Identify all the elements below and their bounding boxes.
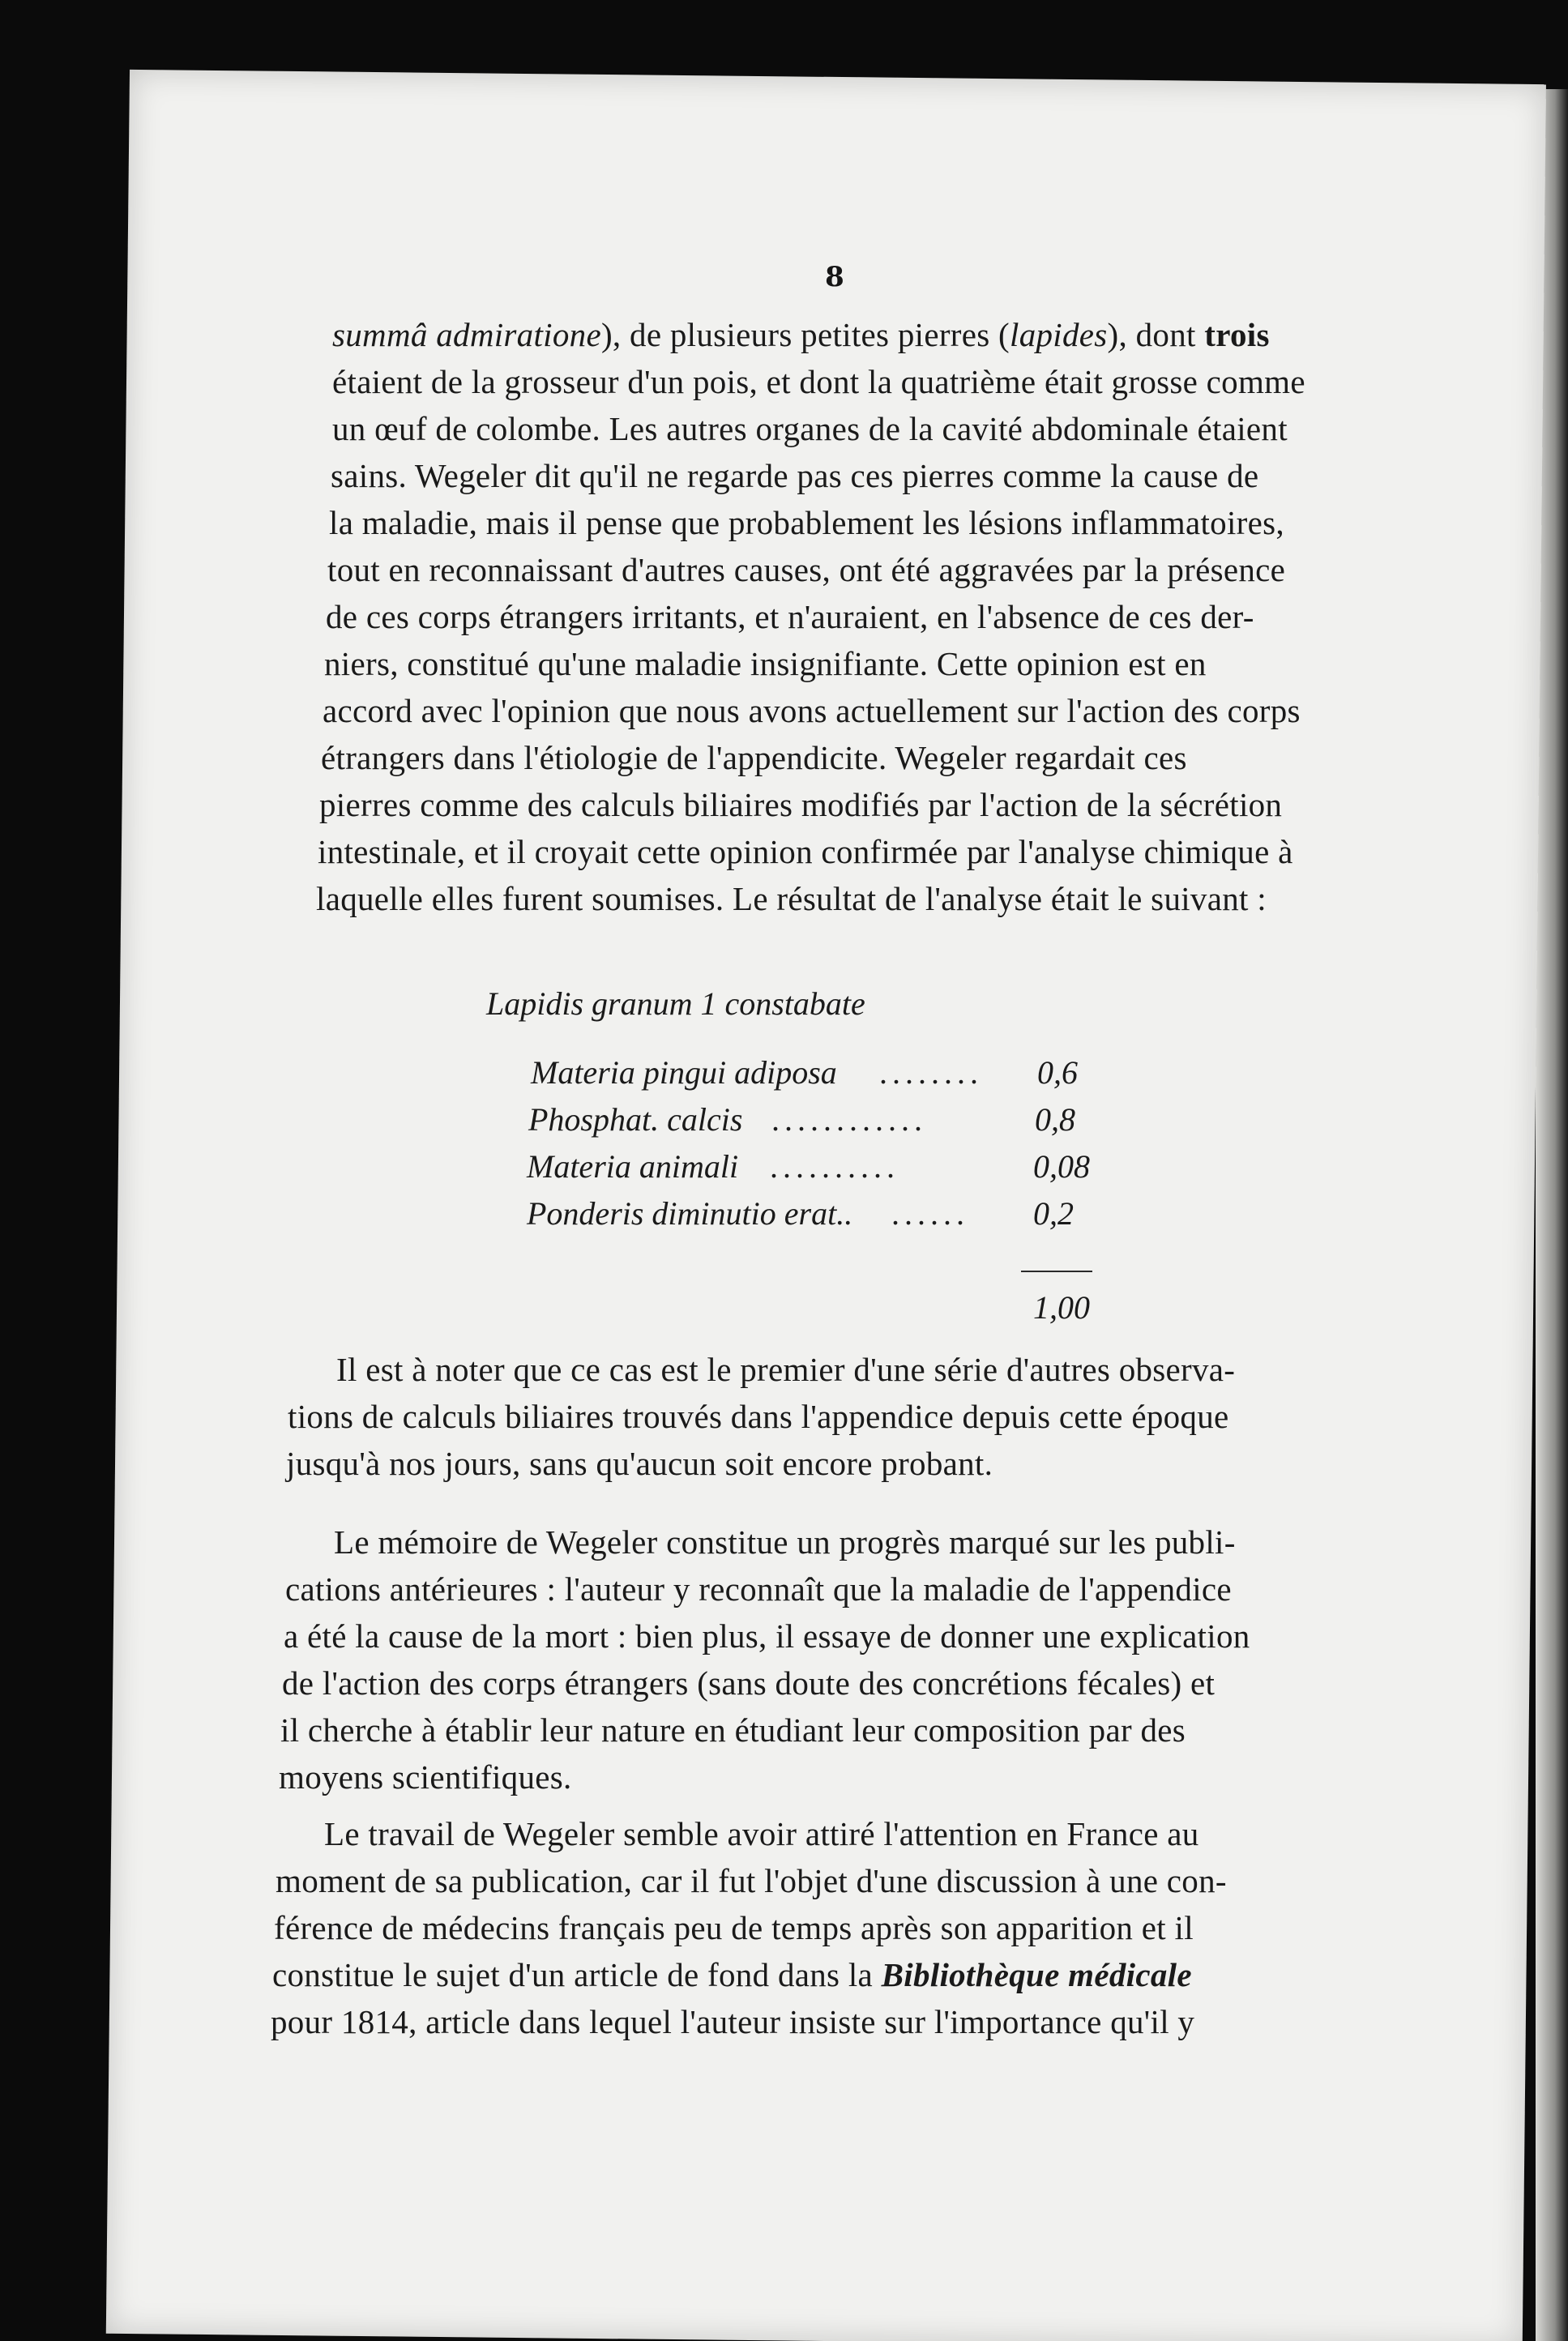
leader-dots: ...... — [891, 1195, 969, 1232]
text-line: accord avec l'opinion que nous avons actuellement sur l'action des corps — [323, 692, 1301, 729]
analysis-item-name: Phosphat. calcis — [528, 1101, 743, 1138]
text-line: pour 1814, article dans lequel l'auteur insiste sur l'importance qu'il y — [271, 2003, 1195, 2040]
text-line: tout en reconnaissant d'autres causes, ont été aggravées par la présence — [327, 551, 1286, 588]
analysis-row — [527, 1194, 1094, 1235]
text-line: summâ admiratione), de plusieurs petites pierres (lapides), dont trois — [332, 316, 1270, 353]
text-line: laquelle elles furent soumises. Le résultat de l'analyse était le suivant : — [316, 880, 1267, 917]
analysis-item-value: 0,2 — [1033, 1195, 1074, 1232]
analysis-row — [527, 1147, 1094, 1188]
analysis-item-name: Materia pingui adiposa — [531, 1054, 837, 1091]
text-line: il cherche à établir leur nature en étudiant leur composition par des — [280, 1711, 1186, 1749]
text-line: un œuf de colombe. Les autres organes de la cavité abdominale étaient — [332, 410, 1288, 447]
text-line: constitue le sujet d'un article de fond dans la Bibliothèque médicale — [272, 1956, 1192, 1993]
text-line: sains. Wegeler dit qu'il ne regarde pas ces pierres comme la cause de — [331, 457, 1259, 494]
analysis-item-value: 0,8 — [1035, 1101, 1075, 1138]
text-line: niers, constitué qu'une maladie insignifiante. Cette opinion est en — [324, 645, 1207, 682]
text-line: étaient de la grosseur d'un pois, et dont la quatrième était grosse comme — [332, 363, 1305, 400]
page-number: 8 — [825, 261, 844, 293]
text-line: intestinale, et il croyait cette opinion confirmée par l'analyse chimique à — [318, 833, 1293, 870]
text-line: cations antérieures : l'auteur y reconnaît que la maladie de l'appendice — [285, 1570, 1232, 1608]
analysis-item-value: 0,6 — [1037, 1054, 1078, 1091]
text-line: étrangers dans l'étiologie de l'appendicite. Wegeler regardait ces — [321, 739, 1187, 776]
analysis-row — [528, 1100, 1096, 1141]
text-line: férence de médecins français peu de temps après son apparition et il — [274, 1909, 1194, 1946]
leader-dots: ............ — [771, 1101, 927, 1138]
analysis-item-name: Materia animali — [527, 1148, 739, 1185]
text-line: pierres comme des calculs biliaires modifiés par l'action de la sécrétion — [319, 786, 1283, 823]
text-line: jusqu'à nos jours, sans qu'aucun soit encore probant. — [286, 1445, 993, 1482]
analysis-title: Lapidis granum 1 constabate — [486, 985, 865, 1022]
text-line: Il est à noter que ce cas est le premier d'une série d'autres observa- — [336, 1351, 1236, 1388]
analysis-item-value: 0,08 — [1033, 1148, 1090, 1185]
text-line: la maladie, mais il pense que probablement les lésions inflammatoires, — [329, 504, 1284, 541]
text-line: a été la cause de la mort : bien plus, il essaye de donner une explication — [284, 1617, 1250, 1655]
text-line: tions de calculs biliaires trouvés dans l'appendice depuis cette époque — [288, 1398, 1229, 1435]
text-line: moment de sa publication, car il fut l'objet d'une discussion à une con- — [276, 1862, 1227, 1899]
analysis-total: 1,00 — [1033, 1289, 1090, 1326]
leader-dots: .......... — [770, 1148, 899, 1185]
text-line: de ces corps étrangers irritants, et n'auraient, en l'absence de ces der- — [326, 598, 1254, 635]
leader-dots: ........ — [879, 1054, 983, 1091]
text-line: de l'action des corps étrangers (sans doute des concrétions fécales) et — [282, 1664, 1216, 1702]
sum-rule — [1021, 1271, 1092, 1272]
analysis-row — [531, 1053, 1098, 1094]
text-line: Le mémoire de Wegeler constitue un progrès marqué sur les publi- — [334, 1523, 1236, 1561]
text-line: Le travail de Wegeler semble avoir attiré l'attention en France au — [324, 1815, 1199, 1852]
analysis-item-name: Ponderis diminutio erat.. — [527, 1195, 853, 1232]
text-line: moyens scientifiques. — [279, 1758, 572, 1796]
